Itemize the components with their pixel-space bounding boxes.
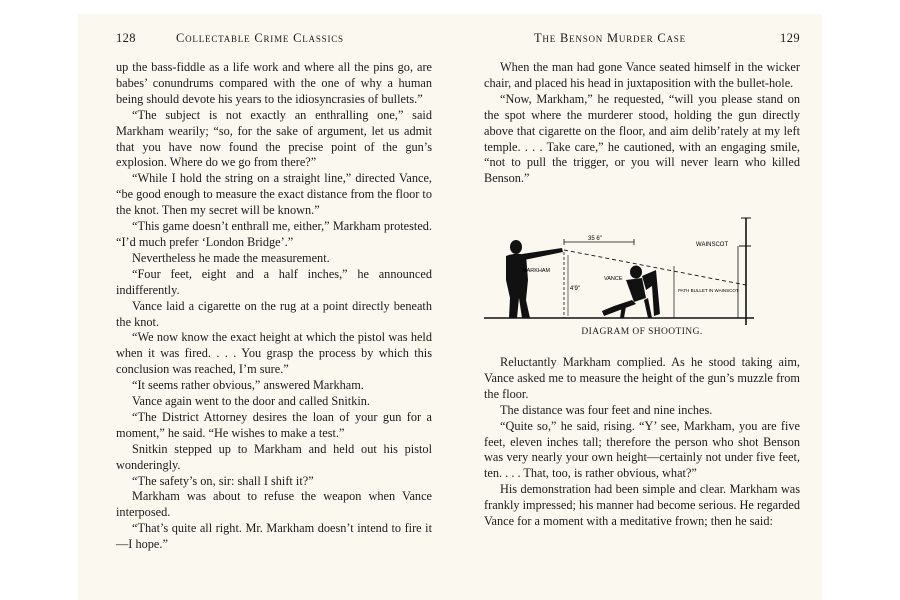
paragraph: The distance was four feet and nine inches.	[500, 402, 713, 417]
vance-silhouette	[602, 266, 660, 319]
page-number: 129	[780, 31, 800, 45]
paragraph: “The subject is not exactly an enthralling one,” said Markham wearily; “so, for the sake of argument, let us admit that you have now found the precise point of the gun’s explosion. Where do we go from there?”	[116, 107, 432, 170]
wainscot-label: WAINSCOT	[696, 242, 729, 248]
page-number: 128	[116, 31, 136, 45]
right-running-header	[484, 31, 800, 47]
book-spread	[78, 14, 822, 600]
vance-label: VANCE	[604, 276, 623, 282]
shooting-diagram-illustration	[484, 210, 800, 342]
paragraph: up the bass-fiddle as a life work and where all the pins go, are babes’ conundrums compared with the one of why a human being should devote his years to the idiosyncrasies of bullets.”	[116, 60, 432, 106]
shooting-diagram	[484, 210, 800, 346]
right-body-text-top	[484, 60, 800, 187]
paragraph: Vance again went to the door and called Snitkin.	[132, 394, 371, 409]
paragraph: “Now, Markham,” he requested, “will you please stand on the spot where the murderer stood, holding the gun directly above that cigarette on the floor, and aim delib’rately at my left temple. . . . Take care,” he cautioned, with an engaging smile, “not to pull the trigger, or you will never learn who killed Benson.”	[484, 91, 800, 186]
running-head: The Benson Murder Case	[534, 31, 686, 45]
paragraph: “We now know the exact height at which the pistol was held when it was fired. . . . You grasp the process by which this conclusion was reached, I’m sure.”	[116, 330, 432, 377]
markham-silhouette	[506, 240, 563, 318]
left-page	[116, 14, 432, 600]
paragraph: “Four feet, eight and a half inches,” he announced indifferently.	[116, 266, 432, 297]
left-running-header	[116, 31, 432, 47]
paragraph: “The District Attorney desires the loan of your gun for a moment,” he said. “He wishes to make a test.”	[116, 409, 432, 440]
paragraph: “Quite so,” he said, rising. “Y’ see, Markham, you are five feet, eleven inches tall; therefore the person who shot Benson was very nearly your own height—certainly not under five feet, ten. . . . That, too, is rather obvious, what?”	[484, 418, 800, 481]
paragraph: When the man had gone Vance seated himself in the wicker chair, and placed his head in juxtaposition with the bullet-hole.	[484, 60, 800, 90]
left-body-text	[116, 60, 432, 553]
height-label: 4'9"	[570, 286, 580, 292]
paragraph: “While I hold the string on a straight line,” directed Vance, “be good enough to measure the exact distance from the floor to the knot. Then my secret will be known.”	[116, 171, 432, 218]
paragraph: “That’s quite all right. Mr. Markham doesn’t intend to fire it—I hope.”	[116, 521, 432, 552]
paragraph: “The safety’s on, sir: shall I shift it?”	[132, 473, 314, 488]
right-page	[484, 14, 800, 600]
paragraph: Snitkin stepped up to Markham and held out his pistol wonderingly.	[116, 441, 432, 472]
paragraph: His demonstration had been simple and clear. Markham was frankly impressed; his manner had become serious. He regarded Vance for a moment with a meditative frown; then he said:	[484, 482, 800, 529]
figure-caption: DIAGRAM OF SHOOTING.	[581, 327, 703, 337]
paragraph: Reluctantly Markham complied. As he stood taking aim, Vance asked me to measure the height of the gun’s muzzle from the floor.	[484, 355, 800, 401]
running-head: Collectable Crime Classics	[176, 31, 344, 45]
distance-label: 35 6"	[588, 236, 602, 242]
markham-label: MARKHAM	[522, 268, 551, 274]
paragraph: Nevertheless he made the measurement.	[132, 250, 330, 265]
path-label: PATH BULLET IN WAINSCOT	[678, 288, 739, 293]
paragraph: Vance laid a cigarette on the rug at a point directly beneath the knot.	[116, 298, 432, 329]
paragraph: “It seems rather obvious,” answered Markham.	[132, 378, 364, 393]
right-body-text-bottom	[484, 355, 800, 530]
paragraph: Markham was about to refuse the weapon when Vance interposed.	[116, 489, 432, 520]
paragraph: “This game doesn’t enthrall me, either,” Markham protested. “I’d much prefer ‘London Bridge’.”	[116, 219, 432, 249]
